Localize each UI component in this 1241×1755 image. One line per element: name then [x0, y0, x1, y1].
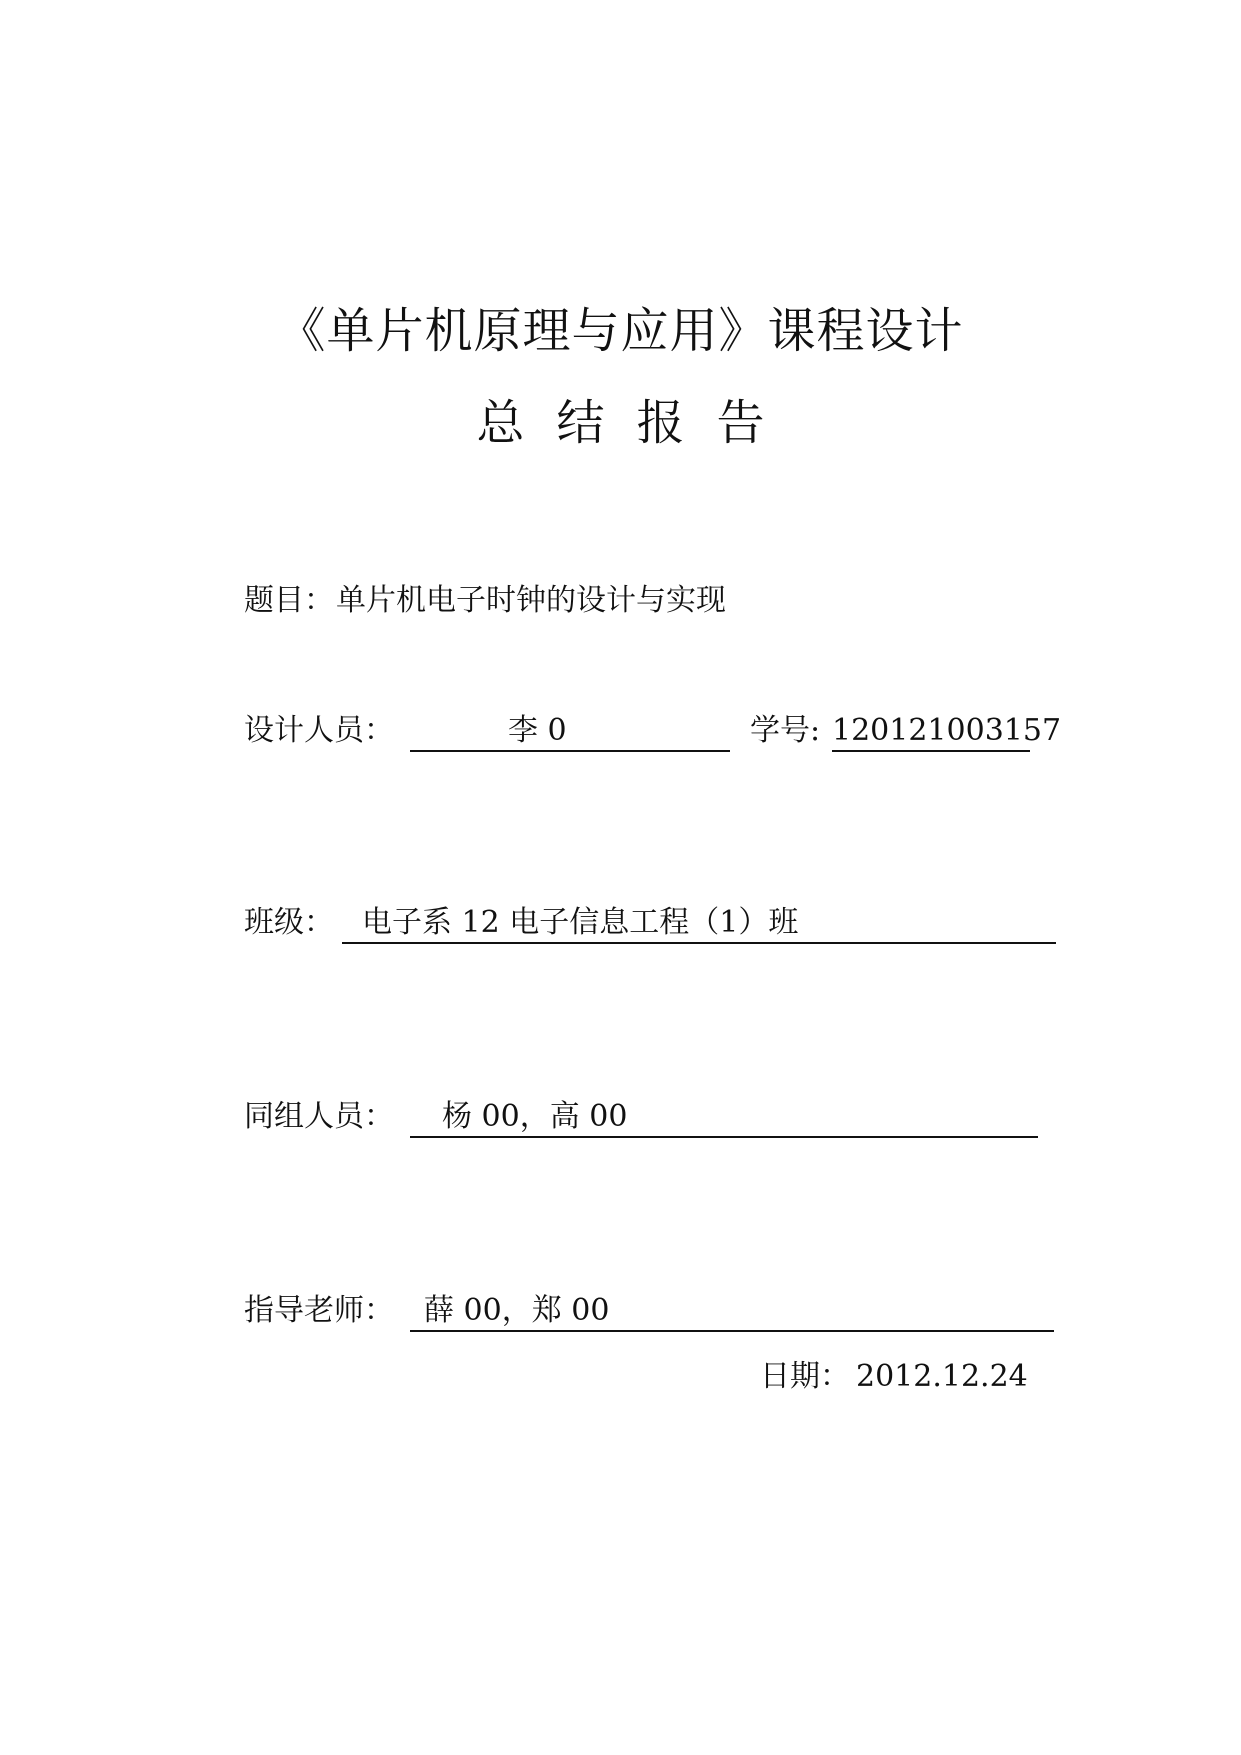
group-members-value: 杨 00，高 00 [442, 1099, 628, 1134]
report-title: 《单片机原理与应用》课程设计 [277, 303, 964, 359]
advisors-field [410, 1292, 1054, 1332]
designer-field [410, 712, 730, 752]
class-value: 电子系 12 电子信息工程（1）班 [362, 905, 799, 940]
class-field [342, 904, 1056, 944]
topic-label: 题目： [244, 583, 334, 618]
designer-value: 李 0 [508, 713, 567, 748]
advisors-label: 指导老师： [244, 1293, 394, 1328]
group-members-label: 同组人员： [244, 1099, 394, 1134]
student-id-value: 120121003157 [832, 713, 1062, 748]
advisors-value: 薛 00，郑 00 [424, 1293, 610, 1328]
date-value: 2012.12.24 [856, 1359, 1028, 1394]
student-id-field [832, 712, 1062, 752]
designer-label: 设计人员： [244, 713, 394, 748]
report-subtitle: 总结报告 [476, 395, 797, 451]
group-members-field [410, 1098, 1038, 1138]
class-label: 班级： [244, 905, 334, 940]
date-label: 日期： [760, 1359, 850, 1394]
student-id-label: 学号: [750, 713, 821, 748]
topic-value: 单片机电子时钟的设计与实现 [336, 583, 726, 618]
